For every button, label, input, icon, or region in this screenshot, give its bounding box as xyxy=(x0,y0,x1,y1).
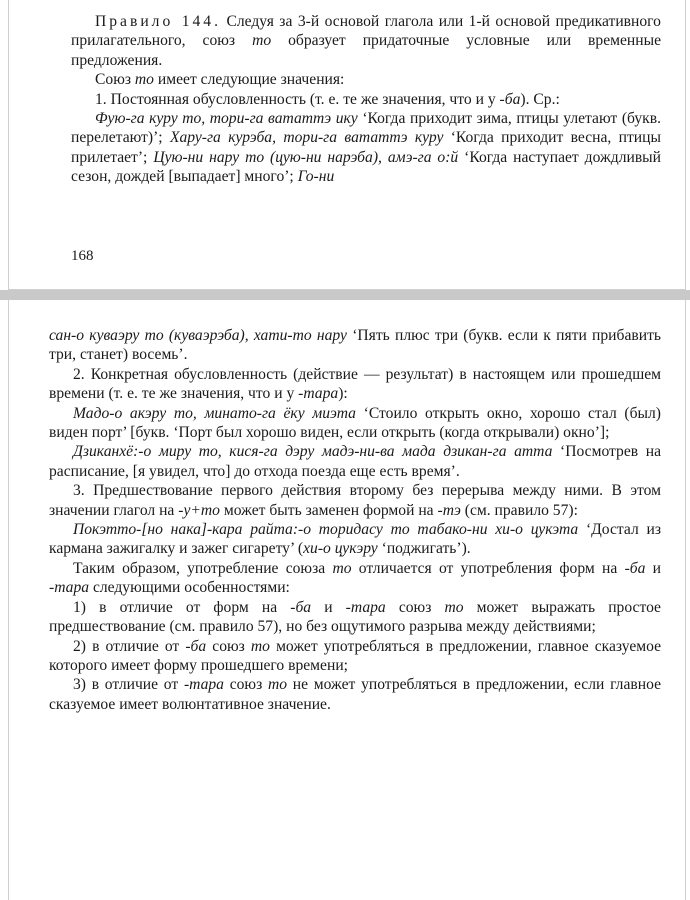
meanings-intro: Союз то имеет следующие значения: xyxy=(95,71,345,89)
list-item: 3) в отличие от -тара союз то не может употребляться в предложении, если главное сказуемое имеет волюнтативное значение. xyxy=(49,676,662,713)
top-text xyxy=(71,12,661,187)
continued-example: сан-о куваэру то (куваэрэба), хати-то нару ‘Пять плюс три (букв. если к пяти прибавить три, станет) восемь’. xyxy=(49,327,662,364)
summary-paragraph: Таким образом, употребление союза то отличается от употребления форм на -ба и -тара следующими особенностями: xyxy=(49,559,662,597)
bottom-page xyxy=(8,300,686,900)
page-number: 168 xyxy=(71,248,94,264)
bottom-text xyxy=(49,326,661,714)
meaning-2: 2. Конкретная обусловленность (действие — результат) в настоящем или прошедшем времени (т. е. те же значения, что и у -тара): xyxy=(49,365,661,403)
list-item: 1) в отличие от форм на -ба и -тара союз то может выражать простое предшествование (см. правило 57), но без ощутимого разрыва между действиями; xyxy=(49,598,661,636)
list-item: 2) в отличие от -ба союз то может употребляться в предложении, главное сказуемое которого имеет форму прошедшего времени; xyxy=(49,637,662,674)
examples-2b: Дзиканхё:-о миру то, кися-га дэру мадэ-ни-ва мада дзикан-га атта ‘Посмотрев на расписание, [я увидел, что] до отхода поезда еще есть время’. xyxy=(49,443,661,480)
top-page xyxy=(8,0,686,290)
examples-2a: Мадо-о акэру то, минато-га ёку миэта ‘Стоило открыть окно, хорошо стал (был) виден порт’ [букв. ‘Порт был хорошо виден, если открыть (когда открывали) окно’]; xyxy=(49,404,661,442)
rule-label: Правило 144. xyxy=(95,13,221,30)
meaning-1: 1. Постоянная обусловленность (т. е. те же значения, что и у -ба). Ср.: xyxy=(95,90,560,108)
page-divider xyxy=(0,290,690,300)
meaning-3: 3. Предшествование первого действия второму без перерыва между ними. В этом значении глагол на -у+то может быть заменен формой на -тэ (см. правило 57): xyxy=(49,482,661,519)
examples-3: Покэтто-[но нака]-кара райта:-о торидасу то табако-ни хи-о цукэта ‘Достал из кармана зажигалку и зажег сигарету’ (хи-о цукэру ‘поджигать’). xyxy=(49,521,661,558)
rule-paragraph: Правило 144. Следуя за 3-й основой глагола или 1-й основой предикативного прилагательного, союз то образует придаточные условные или временные предложения. xyxy=(71,13,661,69)
examples-1: Фую-га куру то, тори-га вататтэ ику ‘Когда приходит зима, птицы улетают (букв. перелетают)’; Хару-га курэба, тори-га вататтэ куру ‘Когда приходит весна, птицы прилетает’; Цую-ни нару то (цую-ни нарэба), амэ-га о:й ‘Когда наступает дождливый сезон, дождей [выпадает] много’; Го-ни xyxy=(71,110,662,186)
